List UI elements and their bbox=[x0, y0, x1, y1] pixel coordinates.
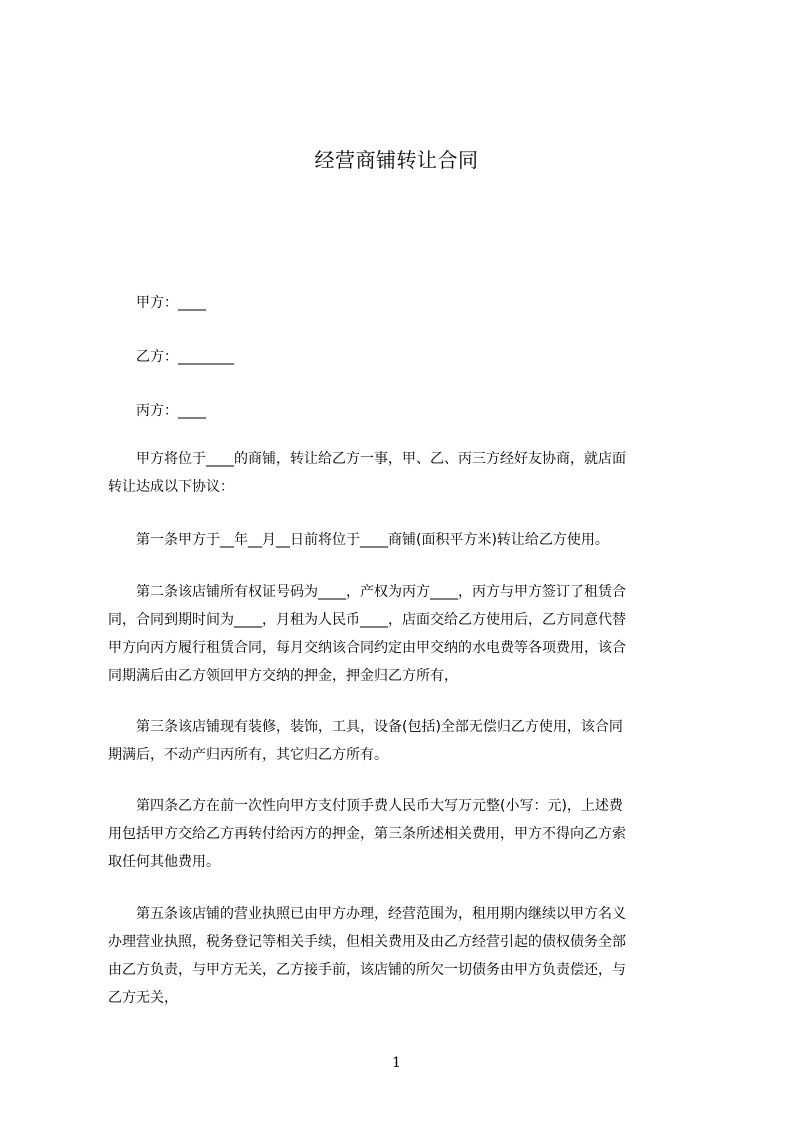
party-a-line: 甲方：____ bbox=[136, 295, 206, 311]
paragraph-line: 办理营业执照，税务登记等相关手续，但相关费用及由乙方经营引起的债权债务全部 bbox=[108, 934, 626, 950]
paragraph-line: 期满后，不动产归丙所有，其它归乙方所有。 bbox=[108, 747, 388, 763]
paragraph-line: 同期满后由乙方领回甲方交纳的押金，押金归乙方所有， bbox=[108, 668, 458, 684]
paragraph-line: 用包括甲方交给乙方再转付给丙方的押金，第三条所述相关费用，甲方不得向乙方索 bbox=[108, 826, 626, 842]
paragraph-line: 第三条该店铺现有装修，装饰，工具，设备(包括)全部无偿归乙方使用，该合同 bbox=[136, 719, 623, 735]
paragraph-line: 第二条该店铺所有权证号码为____，产权为丙方____，丙方与甲方签订了租赁合 bbox=[136, 584, 626, 600]
paragraph-line: 第一条甲方于__年__月__日前将位于____商铺(面积平方米)转让给乙方使用。 bbox=[136, 532, 609, 548]
paragraph-article-3 bbox=[108, 713, 700, 769]
contract-title: 经营商铺转让合同 bbox=[314, 148, 479, 172]
paragraph-line: 甲方将位于____的商铺，转让给乙方一事，甲、乙、丙三方经好友协商，就店面 bbox=[136, 451, 626, 467]
page-number: 1 bbox=[392, 1055, 401, 1071]
paragraph-line: 取任何其他费用。 bbox=[108, 854, 220, 870]
paragraph-article-1 bbox=[108, 526, 700, 554]
paragraph-line: 甲方向丙方履行租赁合同，每月交纳该合同约定由甲交纳的水电费等各项费用，该合 bbox=[108, 640, 626, 656]
party-b-line: 乙方：________ bbox=[136, 349, 234, 365]
paragraph-line: 转让达成以下协议： bbox=[108, 479, 234, 495]
paragraph-line: 乙方无关， bbox=[108, 990, 178, 1006]
paragraph-article-5 bbox=[108, 900, 700, 1012]
paragraph-article-4 bbox=[108, 792, 700, 876]
paragraph-intro bbox=[108, 445, 700, 501]
paragraph-line: 同，合同到期时间为____，月租为人民币____，店面交给乙方使用后，乙方同意代替 bbox=[108, 612, 626, 628]
party-c-line: 丙方：____ bbox=[136, 403, 206, 419]
paragraph-line: 第四条乙方在前一次性向甲方支付顶手费人民币大写万元整(小写：元)，上述费 bbox=[136, 798, 623, 814]
paragraph-article-2 bbox=[108, 578, 700, 690]
paragraph-line: 第五条该店铺的营业执照已由甲方办理，经营范围为，租用期内继续以甲方名义 bbox=[136, 906, 626, 922]
paragraph-line: 由乙方负责，与甲方无关，乙方接手前，该店铺的所欠一切债务由甲方负责偿还，与 bbox=[108, 962, 626, 978]
